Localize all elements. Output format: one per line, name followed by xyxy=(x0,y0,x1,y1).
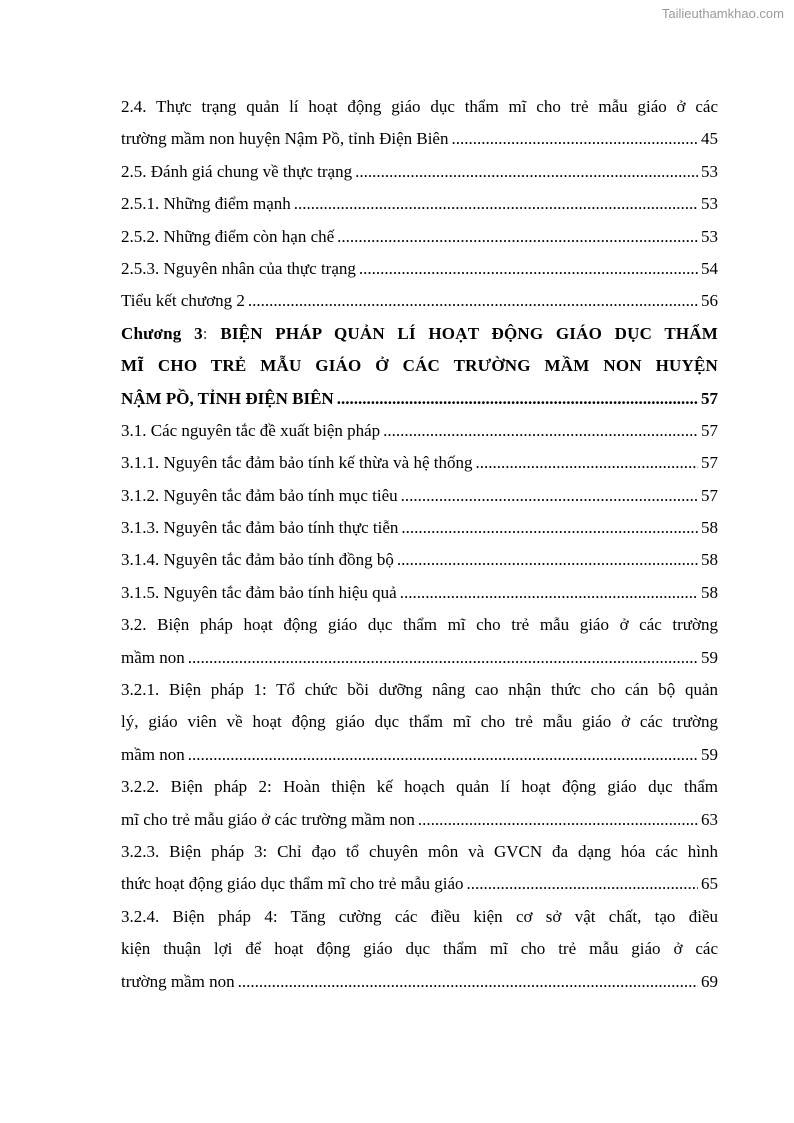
dot-leader xyxy=(294,188,698,220)
toc-title-text: 3.1.2. Nguyên tắc đảm bảo tính mục tiêu xyxy=(121,485,398,505)
toc-title-text: 2.5.3. Nguyên nhân của thực trạng xyxy=(121,258,356,278)
toc-title-text: 3.2. Biện pháp hoạt động giáo dục thẩm mĩ cho trẻ mẫu giáo ở các trường xyxy=(121,615,718,635)
toc-title-text: 3.1. Các nguyên tắc đề xuất biện pháp xyxy=(121,420,381,440)
page-number: 58 xyxy=(701,518,718,538)
toc-title-text: 2.5. Đánh giá chung về thực trạng xyxy=(121,161,353,181)
toc-line xyxy=(121,221,718,253)
toc-title-text: 3.1.1. Nguyên tắc đảm bảo tính kế thừa và hệ thống xyxy=(121,453,473,473)
chapter-label: Chương 3 xyxy=(121,323,203,343)
toc-line xyxy=(121,706,718,738)
page-number: 58 xyxy=(701,582,718,602)
toc-title-text: 2.5.1. Những điểm mạnh xyxy=(121,194,291,214)
toc-line xyxy=(121,383,718,415)
dot-leader xyxy=(337,221,698,253)
toc-line xyxy=(121,804,718,836)
dot-leader xyxy=(238,966,698,998)
page-number: 53 xyxy=(701,161,718,181)
page-number: 53 xyxy=(701,226,718,246)
dot-leader xyxy=(400,577,698,609)
toc-line xyxy=(121,868,718,900)
dot-leader xyxy=(467,868,698,900)
toc-title-text: Tiểu kết chương 2 xyxy=(121,291,245,311)
toc-line xyxy=(121,609,718,641)
toc-line xyxy=(121,674,718,706)
page-number: 65 xyxy=(701,874,718,894)
watermark: Tailieuthamkhao.com xyxy=(661,6,784,21)
toc-line xyxy=(121,836,718,868)
page-number: 57 xyxy=(701,485,718,505)
toc-entry[interactable] xyxy=(121,285,718,317)
toc-title-text: 3.1.4. Nguyên tắc đảm bảo tính đồng bộ xyxy=(121,550,394,570)
table-of-contents xyxy=(121,91,718,998)
page-number: 58 xyxy=(701,550,718,570)
toc-entry[interactable] xyxy=(121,544,718,576)
toc-line xyxy=(121,188,718,220)
page-number: 57 xyxy=(701,388,718,408)
toc-title-text: NẬM PỒ, TỈNH ĐIỆN BIÊN xyxy=(121,388,334,408)
page-number: 59 xyxy=(701,647,718,667)
toc-title-text: 3.1.5. Nguyên tắc đảm bảo tính hiệu quả xyxy=(121,582,397,602)
toc-entry[interactable] xyxy=(121,512,718,544)
toc-line xyxy=(121,480,718,512)
page-number: 69 xyxy=(701,971,718,991)
toc-title-text: trường mầm non xyxy=(121,971,235,991)
toc-title-text: mĩ cho trẻ mẫu giáo ở các trường mầm non xyxy=(121,809,415,829)
dot-leader xyxy=(476,447,699,479)
toc-entry[interactable] xyxy=(121,253,718,285)
dot-leader xyxy=(188,739,698,771)
toc-line xyxy=(121,966,718,998)
toc-entry[interactable] xyxy=(121,188,718,220)
toc-title-text: lý, giáo viên về hoạt động giáo dục thẩm mĩ cho trẻ mẫu giáo ở các trường xyxy=(121,712,718,732)
toc-title-text: trường mầm non huyện Nậm Pồ, tỉnh Điện Biên xyxy=(121,129,449,149)
toc-line xyxy=(121,739,718,771)
dot-leader xyxy=(383,415,698,447)
toc-title-text: 3.1.3. Nguyên tắc đảm bảo tính thực tiễn xyxy=(121,518,399,538)
toc-entry[interactable] xyxy=(121,577,718,609)
page-number: 59 xyxy=(701,744,718,764)
toc-line xyxy=(121,901,718,933)
toc-line xyxy=(121,415,718,447)
toc-title-text: 3.2.1. Biện pháp 1: Tổ chức bồi dưỡng nâng cao nhận thức cho cán bộ quản xyxy=(121,680,718,700)
page-number: 54 xyxy=(701,258,718,278)
dot-leader xyxy=(451,123,698,155)
toc-entry[interactable] xyxy=(121,318,718,415)
toc-title-text: thức hoạt động giáo dục thẩm mĩ cho trẻ mẫu giáo xyxy=(121,874,464,894)
toc-title-text: mầm non xyxy=(121,744,185,764)
dot-leader xyxy=(418,804,698,836)
dot-leader xyxy=(401,480,698,512)
toc-line xyxy=(121,253,718,285)
toc-entry[interactable] xyxy=(121,771,718,836)
toc-title-text: 3.2.3. Biện pháp 3: Chỉ đạo tổ chuyên môn và GVCN đa dạng hóa các hình xyxy=(121,841,718,861)
dot-leader xyxy=(401,512,698,544)
toc-title-text: kiện thuận lợi để hoạt động giáo dục thẩm mĩ cho trẻ mẫu giáo ở các xyxy=(121,939,718,959)
toc-entry[interactable] xyxy=(121,480,718,512)
toc-entry[interactable] xyxy=(121,674,718,771)
toc-entry[interactable] xyxy=(121,447,718,479)
dot-leader xyxy=(397,544,698,576)
page-number: 53 xyxy=(701,194,718,214)
dot-leader xyxy=(337,383,698,415)
toc-entry[interactable] xyxy=(121,901,718,998)
dot-leader xyxy=(188,642,698,674)
toc-line xyxy=(121,447,718,479)
toc-title-text: 2.4. Thực trạng quản lí hoạt động giáo dục thẩm mĩ cho trẻ mẫu giáo ở các xyxy=(121,97,718,116)
toc-line xyxy=(121,933,718,965)
page-number: 57 xyxy=(701,453,718,473)
toc-entry[interactable] xyxy=(121,221,718,253)
toc-line xyxy=(121,577,718,609)
toc-line xyxy=(121,91,718,123)
toc-entry[interactable] xyxy=(121,156,718,188)
toc-line xyxy=(121,123,718,155)
toc-title-text: 3.2.4. Biện pháp 4: Tăng cường các điều kiện cơ sở vật chất, tạo điều xyxy=(121,906,718,926)
page-number: 63 xyxy=(701,809,718,829)
dot-leader xyxy=(359,253,698,285)
toc-entry[interactable] xyxy=(121,836,718,901)
toc-entry[interactable] xyxy=(121,609,718,674)
toc-title-text: MĨ CHO TRẺ MẪU GIÁO Ở CÁC TRƯỜNG MẦM NON HUYỆN xyxy=(121,356,718,376)
toc-line: Chương 3: BIỆN PHÁP QUẢN LÍ HOẠT ĐỘNG GIÁO DỤC THẨM xyxy=(121,323,719,343)
toc-line xyxy=(121,771,718,803)
toc-line xyxy=(121,642,718,674)
page-number: 45 xyxy=(701,129,718,149)
page-number: 56 xyxy=(701,291,718,311)
page-number: 57 xyxy=(701,420,718,440)
toc-line xyxy=(121,285,718,317)
toc-title-text: 3.2.2. Biện pháp 2: Hoàn thiện kế hoạch quản lí hoạt động giáo dục thẩm xyxy=(121,777,718,797)
toc-line xyxy=(121,512,718,544)
toc-line xyxy=(121,156,718,188)
dot-leader xyxy=(248,285,698,317)
toc-line xyxy=(121,544,718,576)
toc-line xyxy=(121,350,718,382)
dot-leader xyxy=(355,156,698,188)
toc-entry[interactable] xyxy=(121,415,718,447)
toc-title-text: 2.5.2. Những điểm còn hạn chế xyxy=(121,226,335,246)
toc-entry[interactable] xyxy=(121,91,718,156)
toc-title-text: mầm non xyxy=(121,647,185,667)
